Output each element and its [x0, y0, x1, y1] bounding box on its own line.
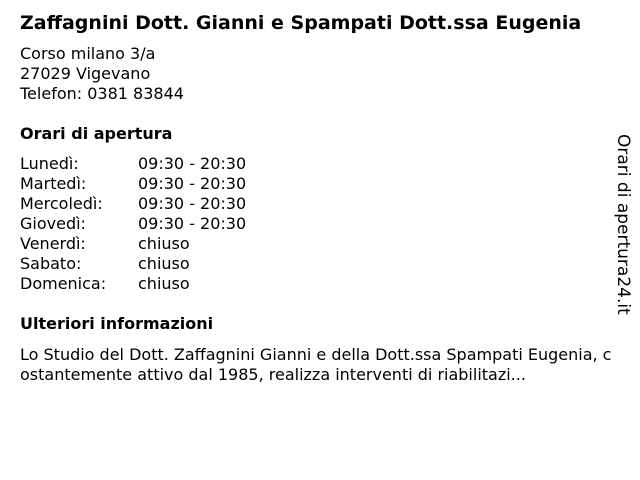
hours-row-tuesday: [20, 174, 320, 194]
business-name: Zaffagnini Dott. Gianni e Spampati Dott.ssa Eugenia: [20, 12, 582, 34]
hours-time: 09:30 - 20:30: [138, 174, 247, 193]
hours-day: Martedì:: [20, 174, 87, 193]
business-description: Lo Studio del Dott. Zaffagnini Gianni e della Dott.ssa Spampati Eugenia, costantemente attivo dal 1985, realizza interventi di riabilitazi...: [20, 345, 612, 384]
hours-day: Sabato:: [20, 254, 82, 273]
hours-time: 09:30 - 20:30: [138, 154, 247, 173]
hours-time: chiuso: [138, 274, 190, 293]
hours-time: chiuso: [138, 234, 190, 253]
address-block: [20, 44, 184, 104]
address-city: 27029 Vigevano: [20, 64, 151, 83]
hours-day: Giovedì:: [20, 214, 86, 233]
site-watermark-label: Orari di apertura24.it: [613, 134, 633, 315]
hours-day: Lunedì:: [20, 154, 79, 173]
further-info-heading: Ulteriori informazioni: [20, 314, 214, 333]
hours-time: 09:30 - 20:30: [138, 194, 247, 213]
hours-row-monday: [20, 154, 320, 174]
hours-row-saturday: [20, 254, 320, 274]
phone-number: Telefon: 0381 83844: [20, 84, 184, 103]
hours-row-wednesday: [20, 194, 320, 214]
address-street: Corso milano 3/a: [20, 44, 156, 63]
hours-time: chiuso: [138, 254, 190, 273]
hours-row-thursday: [20, 214, 320, 234]
hours-day: Mercoledì:: [20, 194, 103, 213]
hours-day: Venerdì:: [20, 234, 86, 253]
opening-hours-heading: Orari di apertura: [20, 124, 173, 143]
hours-row-friday: [20, 234, 320, 254]
hours-day: Domenica:: [20, 274, 107, 293]
opening-hours-table: [20, 154, 320, 294]
hours-time: 09:30 - 20:30: [138, 214, 247, 233]
hours-row-sunday: [20, 274, 320, 294]
